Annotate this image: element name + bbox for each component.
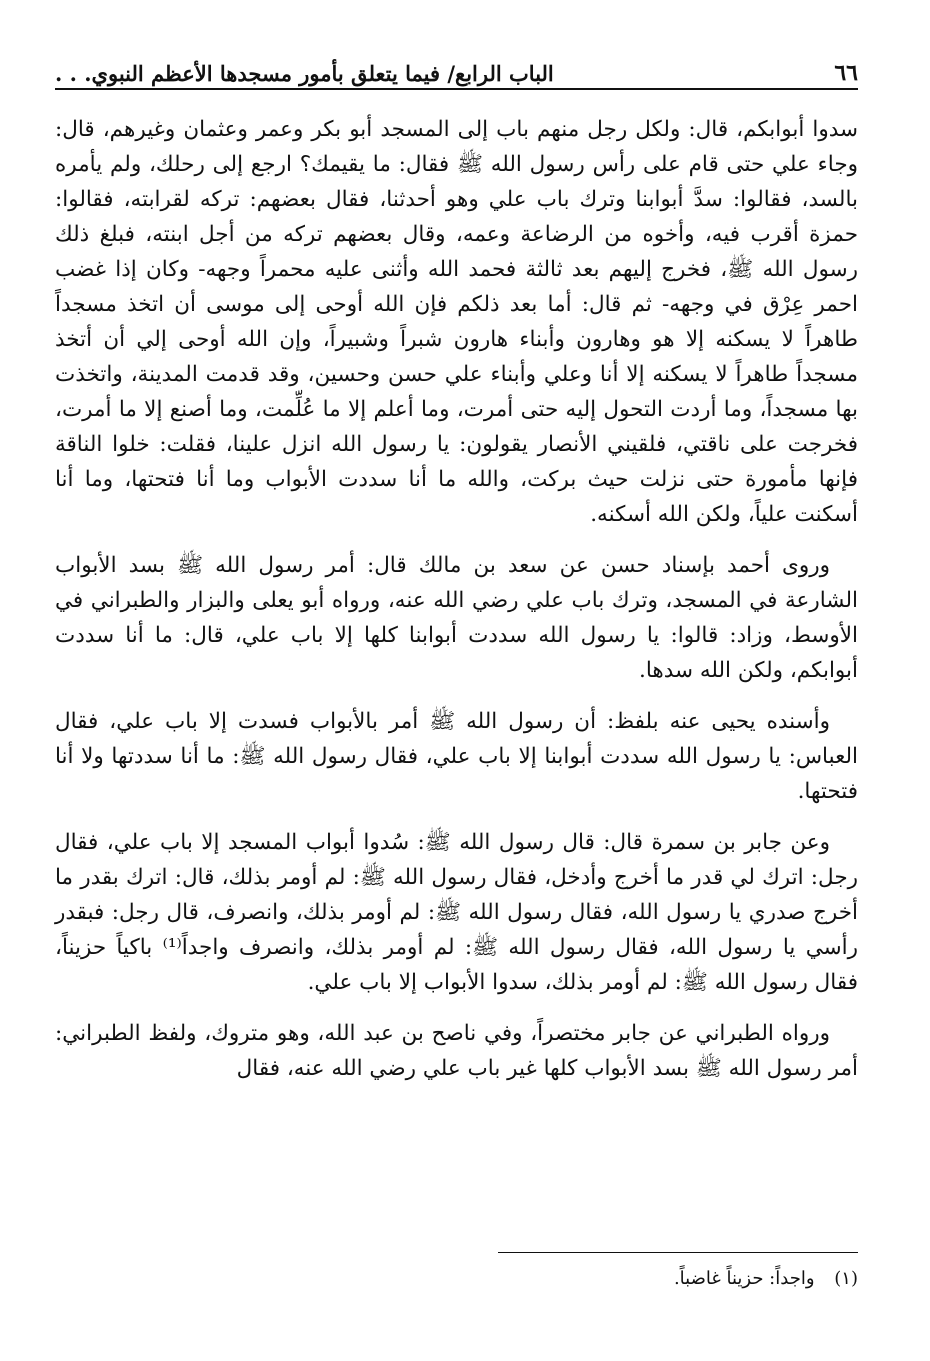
paragraph-5: ورواه الطبراني عن جابر مختصراً، وفي ناصح بن عبد الله، وهو متروك، ولفظ الطبراني: أمر رسول الله ﷺ بسد الأبواب كلها غير باب علي رضي الله عنه، فقال	[55, 1021, 858, 1081]
paragraph-2: وروى أحمد بإسناد حسن عن سعد بن مالك قال: أمر رسول الله ﷺ بسد الأبواب الشارعة في المسجد، وترك باب علي رضي الله عنه، ورواه أبو يعلى والبزار والطبراني في الأوسط، وزاد: قالوا: يا رسول الله سددت أبوابنا كلها إلا باب علي، قال: ما أنا سددت أبوابكم، ولكن الله سدها.	[55, 553, 858, 683]
paragraph-1: سدوا أبوابكم، قال: ولكل رجل منهم باب إلى المسجد أبو بكر وعمر وعثمان وغيرهم، قال: وجاء علي حتى قام على رأس رسول الله ﷺ فقال: ما يقيمك؟ ارجع إلى رحلك، ولم يأمره بالسد، فقالوا: سدَّ أبوابنا وترك باب علي وهو أحدثنا، فقال بعضهم: تركه لقرابته، فقالوا: حمزة أقرب فيه، وأخوه من الرضاعة وعمه، وقال بعضهم تركه من أجل ابنته، فبلغ ذلك رسول الله ﷺ، فخرج إليهم بعد ثالثة فحمد الله وأثنى عليه محمراً وجهه- وكان إذا غضب احمر عِرْق في وجهه- ثم قال: أما بعد ذلكم فإن الله أوحى إلى موسى أن اتخذ مسجداً طاهراً لا يسكنه إلا هو وهارون وأبناء هارون شبراً وشبيراً، وإن الله أوحى إلي أن أتخذ مسجداً طاهراً لا يسكنه إلا أنا وعلي وأبناء علي حسن وحسين، وقد قدمت المدينة، واتخذت بها مسجداً، وما أردت التحول إليه حتى أمرت، وما أعلم إلا ما عُلِّمت، وما أصنع إلا ما أمرت، فخرجت على ناقتي، فلقيني الأنصار يقولون: يا رسول الله انزل علينا، فقلت: خلوا الناقة فإنها مأمورة حتى نزلت حيث بركت، والله ما أنا سددت الأبواب وما أنا فتحتها، وما أنا أسكنت علياً، ولكن الله أسكنه.	[55, 117, 858, 527]
footnote-number: (١)	[834, 1268, 858, 1289]
main-text	[55, 112, 858, 1102]
footnote	[55, 1264, 858, 1294]
header-rule	[55, 88, 858, 90]
page-number: ٦٦	[834, 60, 858, 86]
footnote-text: واجداً: حزيناً غاضباً.	[673, 1268, 815, 1289]
paragraph-4: وعن جابر بن سمرة قال: قال رسول الله ﷺ: سُدوا أبواب المسجد إلا باب علي، فقال رجل: اترك لي قدر ما أخرج وأدخل، فقال رسول الله ﷺ: لم أومر بذلك، قال: اترك بقدر ما أخرج صدري يا رسول الله، فقال رسول الله ﷺ: لم أومر بذلك، وانصرف، قال رجل: فبقدر رأسي يا رسول الله، فقال رسول الله ﷺ: لم أومر بذلك، وانصرف واجداً⁽¹⁾ باكياً حزيناً، فقال رسول الله ﷺ: لم أومر بذلك، سدوا الأبواب إلا باب علي.	[55, 830, 859, 995]
running-title: الباب الرابع/ فيما يتعلق بأمور مسجدها الأعظم النبوي. . .	[55, 61, 554, 86]
running-header	[55, 46, 858, 86]
paragraph-3: وأسنده يحيى عنه بلفظ: أن رسول الله ﷺ أمر بالأبواب فسدت إلا باب علي، فقال العباس: يا رسول الله سددت أبوابنا إلا باب علي، فقال رسول الله ﷺ: ما أنا سددتها ولا أنا فتحتها.	[55, 709, 858, 804]
footnote-rule	[498, 1252, 858, 1253]
